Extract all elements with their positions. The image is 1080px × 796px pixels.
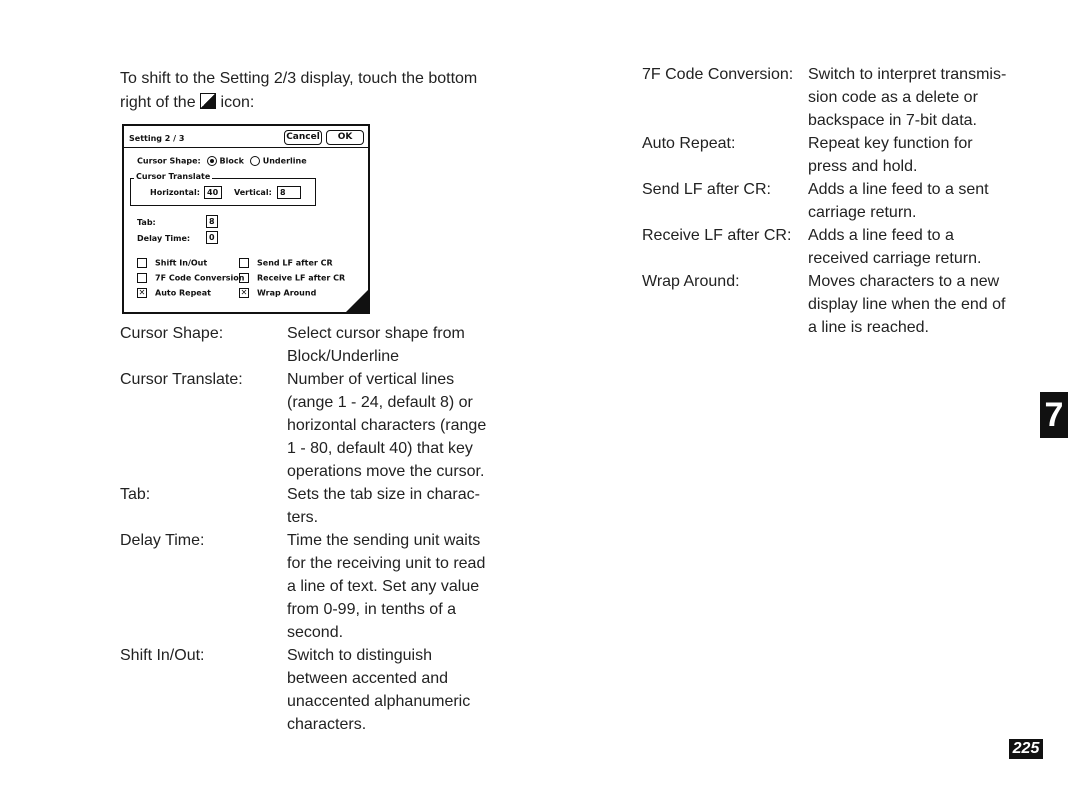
definition-line: ters. bbox=[287, 509, 319, 526]
term-definition bbox=[287, 529, 485, 644]
dialog-title: Setting 2 / 3 bbox=[129, 134, 185, 143]
term-label: Cursor Translate: bbox=[120, 371, 243, 388]
intro-line-2 bbox=[120, 91, 254, 114]
definition-line: Number of vertical lines bbox=[287, 371, 455, 388]
term-label: Cursor Shape: bbox=[120, 325, 224, 342]
definition-line: second. bbox=[287, 624, 344, 641]
intro-text: right of the bbox=[120, 94, 196, 111]
underline-label: Underline bbox=[262, 156, 307, 166]
definition-line: Switch to interpret transmis- bbox=[808, 66, 1007, 83]
checkbox-item[interactable] bbox=[137, 288, 211, 298]
definition-line: characters. bbox=[287, 716, 367, 733]
checkbox-item[interactable] bbox=[239, 273, 345, 283]
checkbox-label: Shift In/Out bbox=[155, 258, 208, 268]
definition-line: press and hold. bbox=[808, 158, 918, 175]
definition-line: Switch to distinguish bbox=[287, 647, 432, 664]
checkbox-label: Auto Repeat bbox=[155, 288, 211, 298]
underline-radio[interactable] bbox=[250, 156, 260, 166]
term-definition bbox=[287, 483, 480, 529]
cursor-shape-label: Cursor Shape: bbox=[137, 156, 201, 166]
definition-line: Time the sending unit waits bbox=[287, 532, 481, 549]
cursor-translate-label: Cursor Translate bbox=[136, 172, 211, 181]
tab-label: Tab: bbox=[137, 218, 156, 227]
checkbox-unchecked[interactable] bbox=[137, 258, 147, 268]
definition-line: 1 - 80, default 40) that key bbox=[287, 440, 473, 457]
checkbox-item[interactable] bbox=[137, 258, 207, 268]
next-page-corner-icon[interactable] bbox=[346, 290, 368, 312]
term-definition bbox=[287, 322, 465, 368]
definition-line: Sets the tab size in charac- bbox=[287, 486, 480, 503]
definition-line: Adds a line feed to a sent bbox=[808, 181, 989, 198]
tab-input[interactable]: 8 bbox=[206, 215, 218, 228]
definition-line: carriage return. bbox=[808, 204, 917, 221]
definition-line: Adds a line feed to a bbox=[808, 227, 954, 244]
checkbox-item[interactable] bbox=[239, 258, 333, 268]
definition-line: a line is reached. bbox=[808, 319, 929, 336]
page-number: 225 bbox=[1009, 739, 1043, 759]
definition-line: between accented and bbox=[287, 670, 449, 687]
setting-dialog bbox=[122, 124, 370, 314]
term-definition bbox=[808, 224, 981, 270]
definition-line: operations move the cursor. bbox=[287, 463, 485, 480]
term-definition bbox=[808, 270, 1005, 339]
term-definition bbox=[808, 132, 973, 178]
definition-line: (range 1 - 24, default 8) or bbox=[287, 394, 473, 411]
term-definition bbox=[287, 368, 486, 483]
definition-line: from 0-99, in tenths of a bbox=[287, 601, 456, 618]
term-label: Delay Time: bbox=[120, 532, 205, 549]
definition-line: horizontal characters (range bbox=[287, 417, 487, 434]
definition-line: received carriage return. bbox=[808, 250, 982, 267]
checkbox-checked[interactable]: ✕ bbox=[240, 288, 248, 297]
checkbox-label: Receive LF after CR bbox=[257, 273, 346, 283]
checkbox-unchecked[interactable] bbox=[137, 273, 147, 283]
definition-line: sion code as a delete or bbox=[808, 89, 978, 106]
checkbox-label: Send LF after CR bbox=[257, 258, 333, 268]
definition-line: Moves characters to a new bbox=[808, 273, 1000, 290]
term-label: Tab: bbox=[120, 486, 151, 503]
divider bbox=[124, 147, 368, 148]
term-definition bbox=[287, 644, 470, 736]
ok-button[interactable]: OK bbox=[326, 130, 364, 145]
definition-line: Block/Underline bbox=[287, 348, 400, 365]
definition-line: backspace in 7-bit data. bbox=[808, 112, 977, 129]
term-definition bbox=[808, 63, 1006, 132]
delay-time-input[interactable]: 0 bbox=[206, 231, 218, 244]
vertical-input[interactable]: 8 bbox=[277, 186, 301, 199]
cursor-shape-row bbox=[137, 156, 307, 166]
definition-line: display line when the end of bbox=[808, 296, 1006, 313]
delay-time-label: Delay Time: bbox=[137, 234, 191, 243]
block-radio[interactable] bbox=[207, 156, 217, 166]
term-label: Auto Repeat: bbox=[642, 135, 736, 152]
intro-line-1: To shift to the Setting 2/3 display, touch the bottom bbox=[120, 70, 478, 87]
term-label: Shift In/Out: bbox=[120, 647, 205, 664]
checkbox-label: Wrap Around bbox=[257, 288, 317, 298]
checkbox-unchecked[interactable] bbox=[239, 258, 249, 268]
checkbox-checked[interactable]: ✕ bbox=[138, 288, 146, 297]
definition-line: for the receiving unit to read bbox=[287, 555, 486, 572]
definition-line: a line of text. Set any value bbox=[287, 578, 480, 595]
cancel-button[interactable]: Cancel bbox=[284, 130, 322, 145]
chapter-tab: 7 bbox=[1040, 392, 1068, 438]
checkbox-unchecked[interactable] bbox=[239, 273, 249, 283]
definition-line: unaccented alphanumeric bbox=[287, 693, 471, 710]
horizontal-label: Horizontal: bbox=[150, 188, 200, 197]
checkbox-label: 7F Code Conversion bbox=[155, 273, 245, 283]
term-label: Receive LF after CR: bbox=[642, 227, 792, 244]
block-label: Block bbox=[219, 156, 244, 166]
intro-text-end: icon: bbox=[220, 94, 255, 111]
horizontal-input[interactable]: 40 bbox=[204, 186, 222, 199]
corner-icon bbox=[200, 93, 216, 109]
term-label: Wrap Around: bbox=[642, 273, 740, 290]
term-label: Send LF after CR: bbox=[642, 181, 771, 198]
term-definition bbox=[808, 178, 989, 224]
definition-line: Repeat key function for bbox=[808, 135, 973, 152]
vertical-label: Vertical: bbox=[234, 188, 272, 197]
checkbox-item[interactable] bbox=[239, 288, 316, 298]
definition-line: Select cursor shape from bbox=[287, 325, 465, 342]
checkbox-item[interactable] bbox=[137, 273, 244, 283]
term-label: 7F Code Conversion: bbox=[642, 66, 794, 83]
